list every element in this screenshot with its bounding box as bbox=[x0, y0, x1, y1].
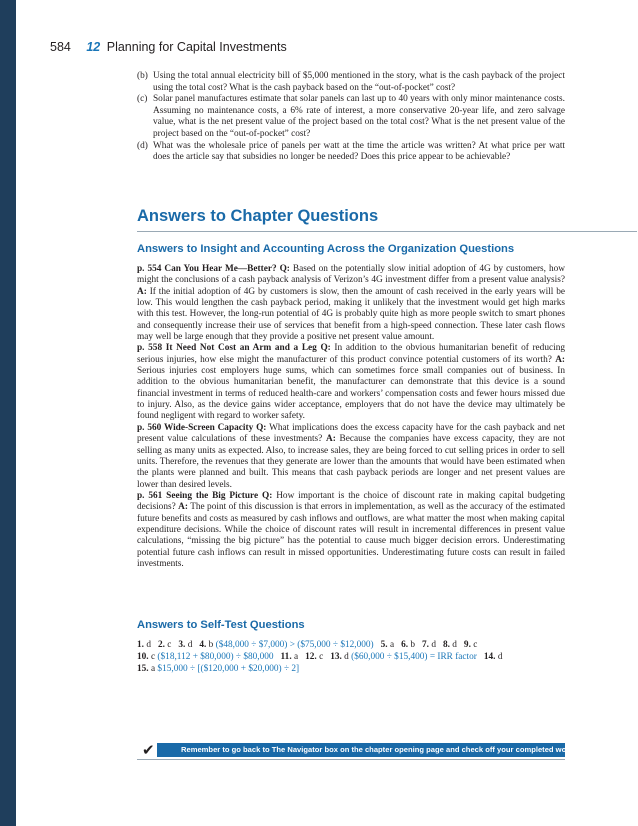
insight-title: p. 558 It Need Not Cost an Arm and a Leg Q: bbox=[137, 343, 331, 354]
selftest-answer: c bbox=[167, 640, 172, 650]
problem-item bbox=[137, 94, 565, 140]
navigator-reminder bbox=[137, 741, 576, 760]
selftest-item bbox=[381, 640, 394, 650]
selftest-number: 3. bbox=[178, 640, 186, 650]
problem-text: What was the wholesale price of panels per watt at the time the article was written? At what price per watt does the article say that subsidies no longer be needed? Does this price appear to be achievable? bbox=[153, 140, 565, 163]
selftest-item bbox=[484, 652, 503, 662]
selftest-number: 14. bbox=[483, 652, 496, 662]
insight-heading: Answers to Insight and Accounting Across the Organization Questions bbox=[137, 243, 515, 255]
selftest-number: 15. bbox=[137, 664, 149, 674]
selftest-calculation: ($48,000 ÷ $7,000) > ($75,000 ÷ $12,000) bbox=[215, 640, 374, 650]
insight-answer-label: A: bbox=[326, 434, 336, 445]
insight-question: Based on the potentially slow initial adoption of 4G by customers, how might the conclusions of a cash payback analysis of Verizon’s 4G investment differ from a present value analysis? bbox=[137, 264, 565, 286]
chapter-number: 12 bbox=[86, 40, 101, 54]
problem-label: (c) bbox=[137, 94, 148, 105]
selftest-answer: a bbox=[389, 640, 395, 650]
heading-divider bbox=[137, 231, 637, 232]
selftest-number: 8. bbox=[442, 640, 450, 650]
insight-answers bbox=[137, 264, 565, 570]
selftest-item bbox=[137, 664, 299, 674]
selftest-number: 10. bbox=[137, 652, 149, 662]
insight-question: How important is the choice of discount rate in making capital budgeting decisions? bbox=[137, 490, 565, 513]
navigator-reminder-text: Remember to go back to The Navigator box on the chapter opening page and check off your completed work. bbox=[157, 743, 565, 757]
selftest-item bbox=[422, 640, 436, 650]
selftest-answer: b bbox=[208, 640, 214, 650]
selftest-item bbox=[330, 652, 477, 662]
selftest-calculation: $15,000 ÷ [($120,000 + $20,000) ÷ 2] bbox=[157, 664, 300, 674]
insight-answer-text: Because the companies have excess capacity, they are not selling as many units as expected. Also, to increase sales, they are being forced to cut selling prices in order to sell units. Therefore, the revenues that they generate are lower than the amounts that would have been estimated when the plants were planned and built. This means that cash payback periods are longer and net present values are lower than desired levels. bbox=[137, 434, 566, 490]
insight-answer bbox=[137, 491, 565, 570]
selftest-number: 11. bbox=[280, 652, 292, 662]
selftest-answer: a bbox=[150, 664, 156, 674]
selftest-answer: c bbox=[150, 652, 156, 662]
selftest-calculation: ($60,000 ÷ $15,400) = IRR factor bbox=[351, 652, 477, 662]
selftest-number: 12. bbox=[305, 652, 317, 662]
selftest-item bbox=[158, 640, 171, 650]
problem-item bbox=[137, 71, 565, 94]
selftest-item bbox=[199, 640, 373, 650]
selftest-answers bbox=[137, 639, 567, 675]
selftest-item bbox=[281, 652, 299, 662]
insight-answer-label: A: bbox=[555, 354, 565, 365]
page-number: 584 bbox=[50, 40, 71, 54]
selftest-answer: c bbox=[473, 640, 478, 650]
insight-answer-text: If the initial adoption of 4G by customers is slow, then the amount of cash received in the early years will be low. This would lengthen the cash payback period, making it unlikely that the investment would get high marks with this test. However, the long-run potential of 4G is probably quite high as more people switch to smart phones and consequently increase their use of services that benefit from a high-speed connection. These later cash flows may well be large enough that they provide a positive net present value amount. bbox=[137, 286, 565, 343]
selftest-answer: d bbox=[344, 652, 349, 662]
selftest-item bbox=[443, 640, 457, 650]
selftest-answer: b bbox=[410, 640, 416, 650]
insight-answer-label: A: bbox=[137, 286, 147, 297]
problem-list bbox=[137, 71, 565, 164]
selftest-item bbox=[305, 652, 323, 662]
selftest-number: 7. bbox=[422, 640, 429, 650]
selftest-answer: d bbox=[146, 640, 151, 650]
selftest-heading: Answers to Self-Test Questions bbox=[137, 619, 305, 631]
insight-answer bbox=[137, 264, 565, 343]
insight-question: What implications does the excess capacity have for the cash payback and net present value calculations of these investments? bbox=[137, 422, 565, 445]
selftest-item bbox=[137, 652, 274, 662]
insight-title: p. 560 Wide-Screen Capacity Q: bbox=[137, 422, 267, 433]
problem-text: Solar panel manufactures estimate that solar panels can last up to 40 years with only minor maintenance costs. Assuming no maintenance costs, a 6% rate of interest, a more conservative 20-year life, and zero salvage value, what is the net present value of the project based on the total cost? What is the net present value of the project based on the “out-of-pocket” cost? bbox=[153, 94, 565, 139]
selftest-answer: c bbox=[319, 652, 324, 662]
insight-answer-label: A: bbox=[178, 502, 188, 513]
selftest-number: 5. bbox=[380, 640, 388, 650]
selftest-calculation: ($18,112 + $80,000) ÷ $80,000 bbox=[157, 652, 274, 662]
selftest-item bbox=[137, 640, 151, 650]
selftest-item bbox=[401, 640, 415, 650]
selftest-number: 9. bbox=[463, 640, 471, 650]
selftest-answer: d bbox=[497, 652, 503, 662]
selftest-number: 4. bbox=[199, 640, 207, 650]
page-header bbox=[50, 40, 287, 54]
insight-answer-text: The point of this discussion is that errors in implementation, as well as the accuracy of the estimated future benefits and costs as measured by cash inflows and outflows, are what matter the most when making capital expenditure decisions. While the choice of discount rates will result in incremental differences in present value calculations, “missing the big picture” has the potential to cause much bigger decision errors. Underestimating potential future cash inflows can result in missed opportunities. Underestimating future costs can result in failed investments. bbox=[137, 502, 565, 569]
chapter-title: Planning for Capital Investments bbox=[106, 40, 287, 54]
insight-answer bbox=[137, 423, 565, 491]
left-margin-bar bbox=[0, 0, 16, 826]
selftest-answer: a bbox=[293, 652, 299, 662]
insight-title: p. 554 Can You Hear Me—Better? Q: bbox=[137, 264, 290, 274]
selftest-answer: d bbox=[187, 640, 193, 650]
check-mark-icon: ✔ bbox=[142, 741, 155, 759]
problem-label: (d) bbox=[137, 140, 148, 151]
selftest-number: 2. bbox=[157, 640, 165, 650]
problem-text: Using the total annual electricity bill of $5,000 mentioned in the story, what is the cash payback of the project using the total cost? What is the cash payback based on the “out-of-pocket” cost? bbox=[153, 71, 565, 93]
insight-answer bbox=[137, 343, 565, 422]
insight-answer-text: Serious injuries cost employers huge sums, which can sometimes force small companies out of business. In addition to the obvious humanitarian benefit, the manufacturer can demonstrate that this device is a sound financial investment in terms of reduced health-care and workers’ compensation costs and fewer hours missed due to injury. Also, as the device gains wider acceptance, employers that do not have the device may ultimately be found negligent with regard to worker safety. bbox=[137, 366, 565, 422]
selftest-answer: d bbox=[452, 640, 457, 650]
selftest-item bbox=[464, 640, 477, 650]
answers-heading: Answers to Chapter Questions bbox=[137, 207, 379, 225]
insight-question: In addition to the obvious humanitarian benefit of reducing serious injuries, how else might the manufacturer of this product convince potential customers of its worth? bbox=[137, 343, 565, 365]
selftest-number: 6. bbox=[401, 640, 409, 650]
selftest-answer: d bbox=[431, 640, 436, 650]
problem-item bbox=[137, 141, 565, 164]
selftest-number: 1. bbox=[137, 640, 144, 650]
selftest-item bbox=[178, 640, 192, 650]
selftest-number: 13. bbox=[330, 652, 342, 662]
problem-label: (b) bbox=[137, 71, 148, 81]
insight-title: p. 561 Seeing the Big Picture Q: bbox=[137, 490, 273, 501]
